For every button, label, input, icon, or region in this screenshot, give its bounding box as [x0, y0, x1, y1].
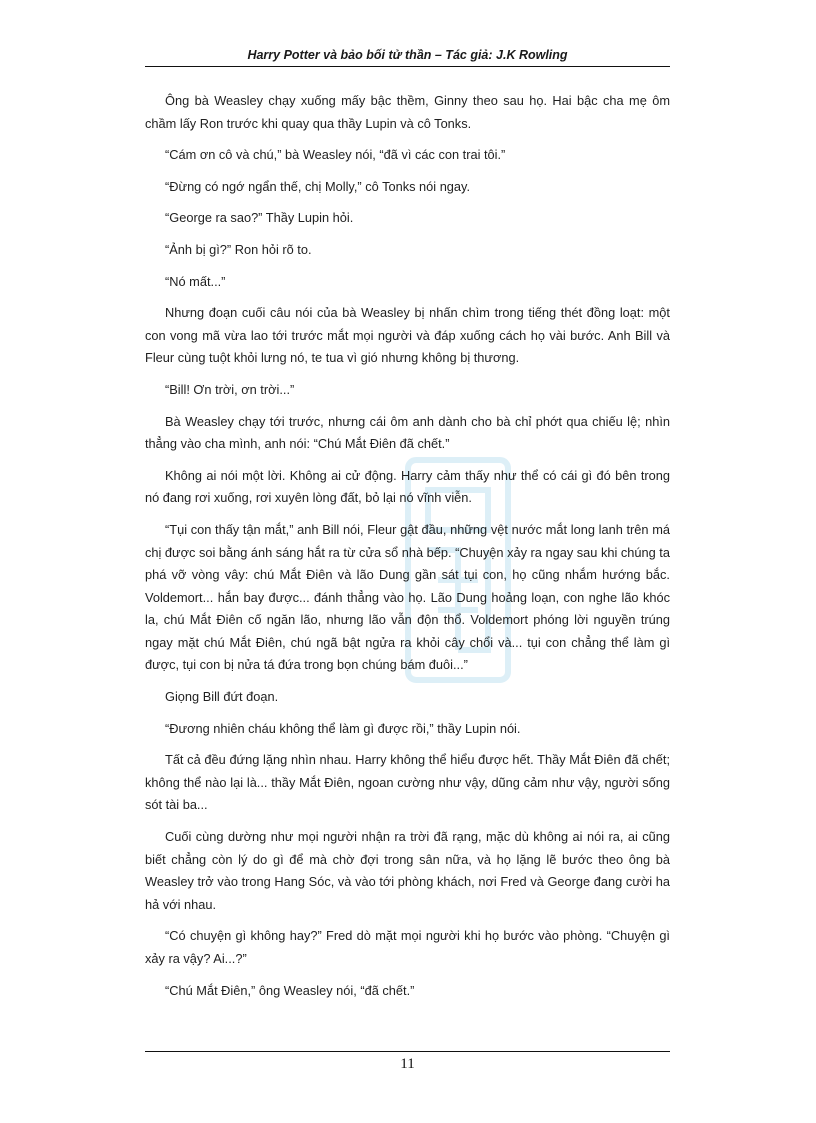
paragraph: “Đừng có ngớ ngẩn thế, chị Molly,” cô Tonks nói ngay. — [165, 178, 471, 194]
paragraph: “Có chuyện gì không hay?” Fred dò mặt mọi người khi họ bước vào phòng. “Chuyện gì xảy ra vậy? Ai...?” — [145, 928, 670, 966]
header-rule — [145, 66, 670, 67]
paragraph: Không ai nói một lời. Không ai cử động. Harry cảm thấy như thể có cái gì đó bên trong nó đang rơi xuống, rơi xuyên lòng đất, bỏ lại nó vĩnh viễn. — [145, 467, 670, 506]
paragraph: “Nó mất...” — [165, 273, 226, 289]
page-number: 11 — [400, 1056, 415, 1072]
paragraph: “Đương nhiên cháu không thể làm gì được rồi,” thầy Lupin nói. — [165, 720, 521, 736]
footer-rule — [145, 1051, 670, 1052]
paragraph: Ông bà Weasley chạy xuống mấy bậc thềm, Ginny theo sau họ. Hai bậc cha mẹ ôm chầm lấy Ron trước khi quay qua thầy Lupin và cô Tonks. — [145, 93, 670, 131]
paragraph: “Cám ơn cô và chú,” bà Weasley nói, “đã vì các con trai tôi.” — [165, 147, 506, 163]
paragraph: “George ra sao?” Thầy Lupin hỏi. — [165, 210, 354, 226]
paragraph: “Ảnh bị gì?” Ron hỏi rõ to. — [165, 241, 312, 257]
paragraph: Nhưng đoạn cuối câu nói của bà Weasley bị nhấn chìm trong tiếng thét đồng loạt: một con vong mã vừa lao tới trước mắt mọi người và đáp xuống cách họ vài bước. Anh Bill và Fleur cùng tuột khỏi lưng nó, te tua vì gió nhưng không bị thương. — [145, 305, 670, 366]
paragraph: “Tụi con thấy tận mắt,” anh Bill nói, Fleur gật đầu, những vệt nước mắt long lanh trên má chị được soi bằng ánh sáng hắt ra từ cửa sổ nhà bếp. “Chuyện xảy ra ngay sau khi chúng ta phá vỡ vòng vây: chú Mắt Điên và lão Dung gần sát tụi con, họ cũng nhắm hướng bắc. Voldemort... hắn bay được... đánh thẳng vào họ. Lão Dung hoảng loạn, con nghe lão khóc la, chú Mắt Điên cố ngăn lão, nhưng lão vẫn độn thổ. Voldemort phóng lời nguyền trúng ngay mặt chú Mắt Điên, chú ngã bật ngửa ra khỏi cây chổi và... tụi con chẳng thể làm gì được, tụi con bị nửa tá đứa trong bọn chúng bám đuôi...” — [145, 521, 670, 673]
running-header: Harry Potter và bảo bối tử thần – Tác giả: J.K Rowling — [247, 48, 568, 62]
paragraph: Tất cả đều đứng lặng nhìn nhau. Harry không thể hiểu được hết. Thầy Mắt Điên đã chết; không thể nào lại là... thầy Mắt Điên, ngoan cường như vậy, dũng cảm như vậy, người sống sót tài ba... — [145, 752, 670, 813]
paragraph: Cuối cùng dường như mọi người nhận ra trời đã rạng, mặc dù không ai nói ra, ai cũng biết chẳng còn lý do gì để mà chờ đợi trong sân nữa, và họ lặng lẽ bước theo ông bà Weasley trở vào trong Hang Sóc, và vào tới phòng khách, nơi Fred và George đang cười ha hả với nhau. — [145, 829, 670, 912]
paragraph: “Chú Mắt Điên,” ông Weasley nói, “đã chết.” — [165, 982, 415, 998]
chapter-body — [145, 90, 670, 1011]
paragraph: Giọng Bill đứt đoạn. — [165, 689, 279, 705]
paragraph: “Bill! Ơn trời, ơn trời...” — [165, 381, 295, 397]
paragraph: Bà Weasley chạy tới trước, nhưng cái ôm anh dành cho bà chỉ phớt qua chiếu lệ; nhìn thẳng vào cha mình, anh nói: “Chú Mắt Điên đã chết.” — [145, 413, 670, 452]
